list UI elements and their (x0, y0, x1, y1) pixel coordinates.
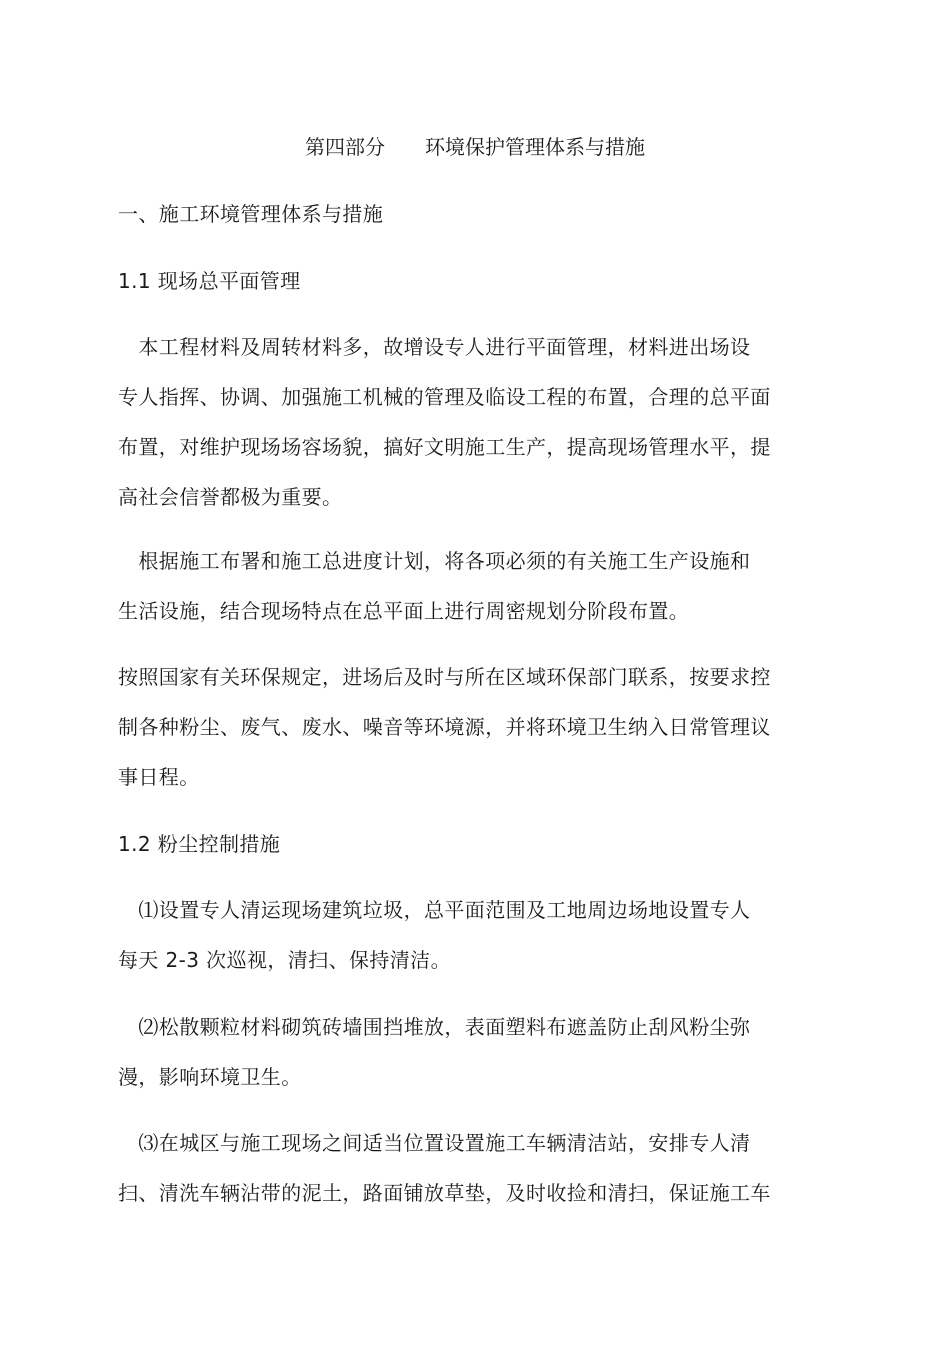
title-part-label: 第四部分 (305, 135, 385, 159)
paragraph-1-line-1: 本工程材料及周转材料多，故增设专人进行平面管理，材料进出场设 (118, 335, 751, 359)
item-3-line-1: ⑶在城区与施工现场之间适当位置设置施工车辆清洁站，安排专人清 (118, 1131, 751, 1155)
item-2-line-2: 漫，影响环境卫生。 (118, 1065, 302, 1089)
paragraph-3-line-1: 按照国家有关环保规定，进场后及时与所在区域环保部门联系，按要求控 (118, 665, 771, 689)
paragraph-3-line-2: 制各种粉尘、废气、废水、噪音等环境源，并将环境卫生纳入日常管理议 (118, 715, 771, 739)
paragraph-2-line-1: 根据施工布署和施工总进度计划，将各项必须的有关施工生产设施和 (118, 549, 751, 573)
paragraph-3-line-3: 事日程。 (118, 765, 200, 789)
subsection-heading-1-1: 1.1 现场总平面管理 (118, 269, 301, 293)
item-3-line-2: 扫、清洗车辆沾带的泥土，路面铺放草垫，及时收捡和清扫，保证施工车 (118, 1181, 771, 1205)
document-title (0, 133, 950, 161)
item-2-line-1: ⑵松散颗粒材料砌筑砖墙围挡堆放，表面塑料布遮盖防止刮风粉尘弥 (118, 1015, 751, 1039)
paragraph-1-line-3: 布置，对维护现场场容场貌，搞好文明施工生产，提高现场管理水平，提 (118, 435, 771, 459)
paragraph-2-line-2: 生活设施，结合现场特点在总平面上进行周密规划分阶段布置。 (118, 599, 690, 623)
paragraph-1-line-4: 高社会信誉都极为重要。 (118, 485, 343, 509)
subsection-heading-1-2: 1.2 粉尘控制措施 (118, 832, 281, 856)
title-text: 环境保护管理体系与措施 (425, 135, 645, 159)
item-1-line-1: ⑴设置专人清运现场建筑垃圾，总平面范围及工地周边场地设置专人 (118, 898, 751, 922)
section-heading-1: 一、施工环境管理体系与措施 (118, 202, 384, 226)
paragraph-1-line-2: 专人指挥、协调、加强施工机械的管理及临设工程的布置，合理的总平面 (118, 385, 771, 409)
item-1-line-2: 每天 2-3 次巡视，清扫、保持清洁。 (118, 948, 451, 972)
